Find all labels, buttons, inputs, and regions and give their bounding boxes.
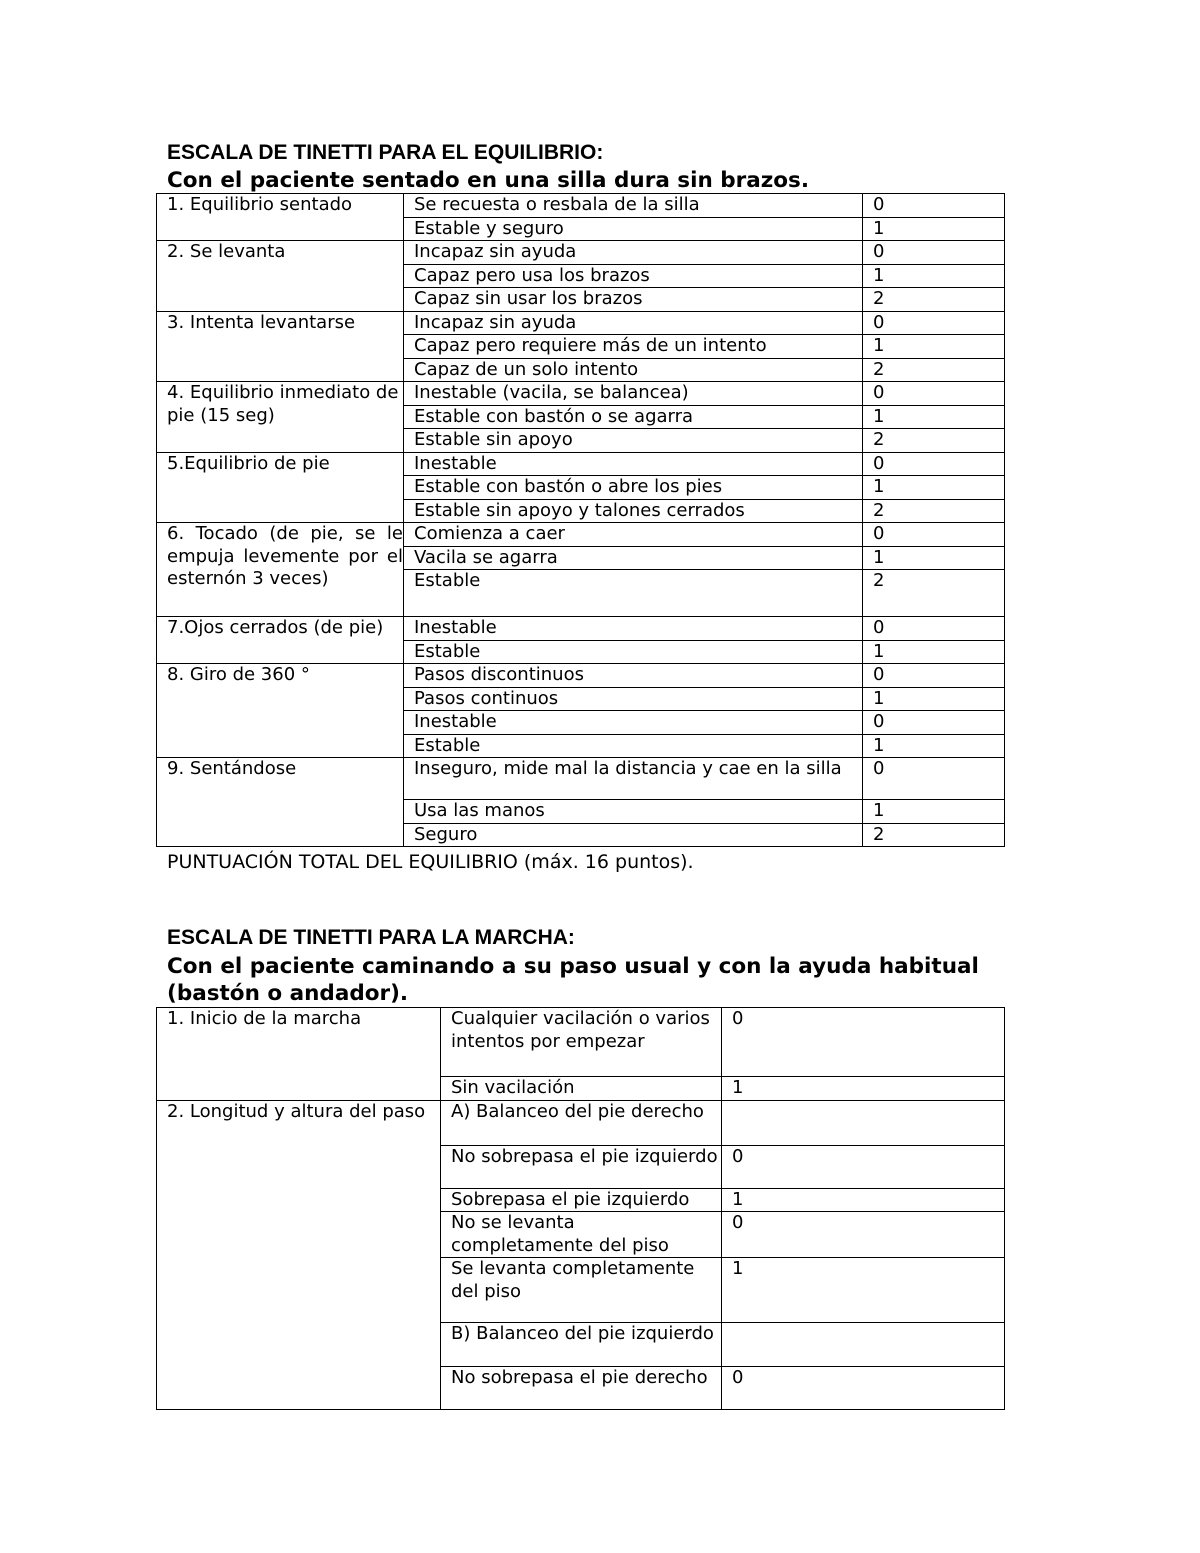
gait-subtitle: Con el paciente caminando a su paso usual y con la ayuda habitual (bastón o andador). [167, 954, 979, 1006]
option-text: Inestable [404, 452, 863, 476]
option-text: Cualquier vacilación o varios intentos por empezar [441, 1008, 722, 1077]
option-score [722, 1100, 1005, 1145]
gait-title: ESCALA DE TINETTI PARA LA MARCHA: [167, 926, 575, 949]
option-score [722, 1323, 1005, 1367]
option-text: Pasos continuos [404, 687, 863, 711]
option-score: 0 [863, 311, 1005, 335]
option-score: 1 [722, 1077, 1005, 1101]
option-text: Estable sin apoyo y talones cerrados [404, 499, 863, 523]
option-text: Usa las manos [404, 800, 863, 824]
option-text: Estable sin apoyo [404, 429, 863, 453]
table-row [157, 664, 1005, 688]
option-score: 1 [863, 217, 1005, 241]
option-score: 0 [722, 1367, 1005, 1410]
option-text: Inestable [404, 711, 863, 735]
table-row [157, 1100, 1005, 1145]
option-text: No sobrepasa el pie izquierdo [441, 1145, 722, 1188]
table-row [157, 523, 1005, 547]
balance-total-score: PUNTUACIÓN TOTAL DEL EQUILIBRIO (máx. 16 puntos). [167, 851, 694, 873]
balance-table [156, 193, 1005, 847]
option-score: 0 [863, 711, 1005, 735]
option-text: Sobrepasa el pie izquierdo [441, 1188, 722, 1212]
option-score: 1 [863, 800, 1005, 824]
balance-subtitle: Con el paciente sentado en una silla dura sin brazos. [167, 168, 810, 193]
option-text: Pasos discontinuos [404, 664, 863, 688]
option-score: 2 [863, 823, 1005, 847]
item-label: 6. Tocado (de pie, se le empuja levemente por el esternón 3 veces) [157, 523, 404, 617]
option-text: Estable [404, 734, 863, 758]
option-text: Inestable (vacila, se balancea) [404, 382, 863, 406]
table-row [157, 382, 1005, 406]
option-score: 1 [722, 1188, 1005, 1212]
option-text: Estable con bastón o abre los pies [404, 476, 863, 500]
option-text: No se levanta completamente del piso [441, 1212, 722, 1258]
item-label: 1. Inicio de la marcha [157, 1008, 441, 1101]
option-text: Capaz pero requiere más de un intento [404, 335, 863, 359]
option-text: Capaz sin usar los brazos [404, 288, 863, 312]
option-text: Inseguro, mide mal la distancia y cae en la silla [404, 758, 863, 800]
option-text: No sobrepasa el pie derecho [441, 1367, 722, 1410]
option-text: Se recuesta o resbala de la silla [404, 194, 863, 218]
table-row [157, 617, 1005, 641]
option-score: 1 [722, 1258, 1005, 1323]
item-label: 2. Longitud y altura del paso [157, 1100, 441, 1410]
gait-table [156, 1007, 1005, 1410]
option-text: Estable [404, 640, 863, 664]
option-score: 1 [863, 405, 1005, 429]
option-score: 2 [863, 358, 1005, 382]
option-text: A) Balanceo del pie derecho [441, 1100, 722, 1145]
option-text: Inestable [404, 617, 863, 641]
option-text: Capaz de un solo intento [404, 358, 863, 382]
item-label: 1. Equilibrio sentado [157, 194, 404, 241]
option-score: 2 [863, 499, 1005, 523]
item-label: 5.Equilibrio de pie [157, 452, 404, 523]
option-text: Estable [404, 570, 863, 617]
table-row [157, 241, 1005, 265]
option-score: 0 [863, 523, 1005, 547]
item-label: 4. Equilibrio inmediato de pie (15 seg) [157, 382, 404, 453]
option-score: 2 [863, 570, 1005, 617]
option-score: 1 [863, 546, 1005, 570]
option-score: 0 [863, 241, 1005, 265]
option-score: 0 [863, 194, 1005, 218]
option-text: Comienza a caer [404, 523, 863, 547]
option-score: 0 [863, 617, 1005, 641]
option-score: 2 [863, 429, 1005, 453]
option-text: Incapaz sin ayuda [404, 241, 863, 265]
item-label: 8. Giro de 360 ° [157, 664, 404, 758]
option-score: 1 [863, 264, 1005, 288]
item-label: 9. Sentándose [157, 758, 404, 847]
option-score: 0 [863, 758, 1005, 800]
option-text: Vacila se agarra [404, 546, 863, 570]
option-score: 1 [863, 734, 1005, 758]
option-score: 1 [863, 476, 1005, 500]
option-score: 1 [863, 687, 1005, 711]
item-label: 2. Se levanta [157, 241, 404, 312]
option-text: Capaz pero usa los brazos [404, 264, 863, 288]
option-text: Sin vacilación [441, 1077, 722, 1101]
option-text: Seguro [404, 823, 863, 847]
option-score: 0 [863, 664, 1005, 688]
option-score: 0 [863, 382, 1005, 406]
option-text: Estable con bastón o se agarra [404, 405, 863, 429]
option-text: Se levanta completamente del piso [441, 1258, 722, 1323]
option-score: 0 [722, 1008, 1005, 1077]
table-row [157, 1008, 1005, 1077]
option-text: Incapaz sin ayuda [404, 311, 863, 335]
option-score: 0 [863, 452, 1005, 476]
option-text: B) Balanceo del pie izquierdo [441, 1323, 722, 1367]
option-score: 0 [722, 1212, 1005, 1258]
option-score: 2 [863, 288, 1005, 312]
item-label: 7.Ojos cerrados (de pie) [157, 617, 404, 664]
item-label: 3. Intenta levantarse [157, 311, 404, 382]
table-row [157, 452, 1005, 476]
balance-title: ESCALA DE TINETTI PARA EL EQUILIBRIO: [167, 141, 604, 164]
option-text: Estable y seguro [404, 217, 863, 241]
table-row [157, 758, 1005, 800]
table-row [157, 194, 1005, 218]
table-row [157, 311, 1005, 335]
option-score: 1 [863, 640, 1005, 664]
option-score: 0 [722, 1145, 1005, 1188]
option-score: 1 [863, 335, 1005, 359]
